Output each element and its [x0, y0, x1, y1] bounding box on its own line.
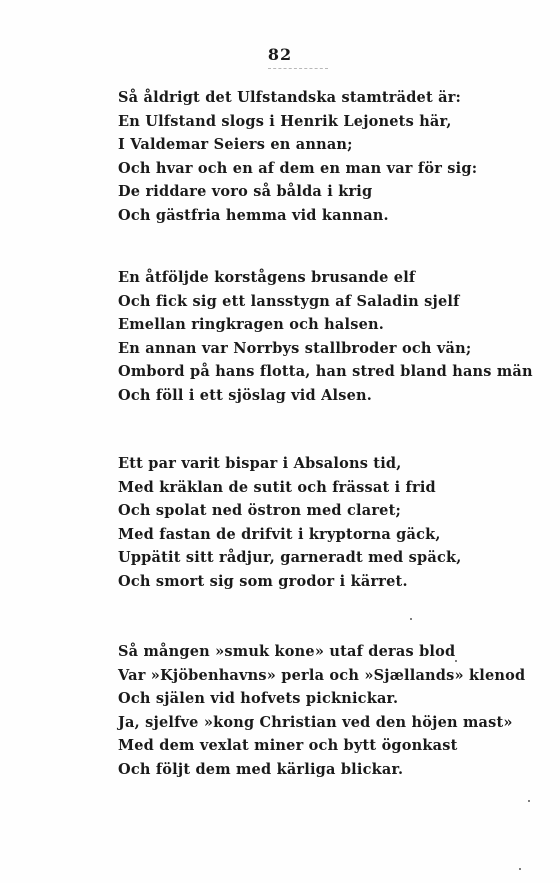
page-number: 82 [267, 45, 293, 64]
stanza-line: Och gästfria hemma vid kannan. [118, 206, 389, 224]
stanza-4 [118, 640, 538, 781]
stanza-line: Uppätit sitt rådjur, garneradt med späck, [118, 549, 462, 566]
stanza-line: De riddare voro så bålda i krig [118, 183, 373, 200]
stanza-2 [118, 266, 538, 407]
stanza-line: Så mången »smuk kone» utaf deras blod [118, 643, 456, 660]
stanza-line: Med kräklan de sutit och frässat i frid [118, 478, 436, 496]
stanza-line: Och följt dem med kärliga blickar. [118, 760, 404, 778]
stanza-line: Emellan ringkragen och halsen. [118, 316, 385, 333]
stanza-line: En Ulfstand slogs i Henrik Lejonets här, [118, 112, 452, 130]
stanza-line: Ett par varit bispar i Absalons tid, [118, 455, 402, 472]
print-speck [519, 868, 521, 870]
stanza-line: Och själen vid hofvets picknickar. [118, 690, 399, 707]
print-speck [528, 800, 530, 802]
print-speck [410, 618, 412, 620]
stanza-1 [118, 86, 538, 227]
stanza-line: Och hvar och en af dem en man var för sig: [118, 159, 478, 177]
page-number-rule [268, 68, 328, 69]
stanza-line: I Valdemar Seiers en annan; [118, 136, 353, 153]
stanza-line: En annan var Norrbys stallbroder och vän; [118, 339, 472, 357]
stanza-line: En åtföljde korstågens brusande elf [118, 269, 416, 286]
stanza-line: Ja, sjelfve »kong Christian ved den höjen mast» [118, 713, 513, 731]
stanza-line: Ombord på hans flotta, han stred bland hans män [118, 363, 533, 380]
stanza-line: Och spolat ned östron med claret; [118, 502, 402, 519]
stanza-line: Och föll i ett sjöslag vid Alsen. [118, 386, 373, 404]
stanza-line: Med fastan de drifvit i kryptorna gäck, [118, 525, 441, 543]
stanza-line: Och fick sig ett lansstygn af Saladin sjelf [118, 292, 460, 310]
print-speck [455, 660, 457, 662]
stanza-line: Och smort sig som grodor i kärret. [118, 572, 408, 590]
stanza-line: Var »Kjöbenhavns» perla och »Sjællands» klenod [118, 666, 526, 684]
stanza-3 [118, 452, 538, 593]
stanza-line: Så åldrigt det Ulfstandska stamträdet är: [118, 89, 462, 106]
stanza-line: Med dem vexlat miner och bytt ögonkast [118, 737, 458, 754]
